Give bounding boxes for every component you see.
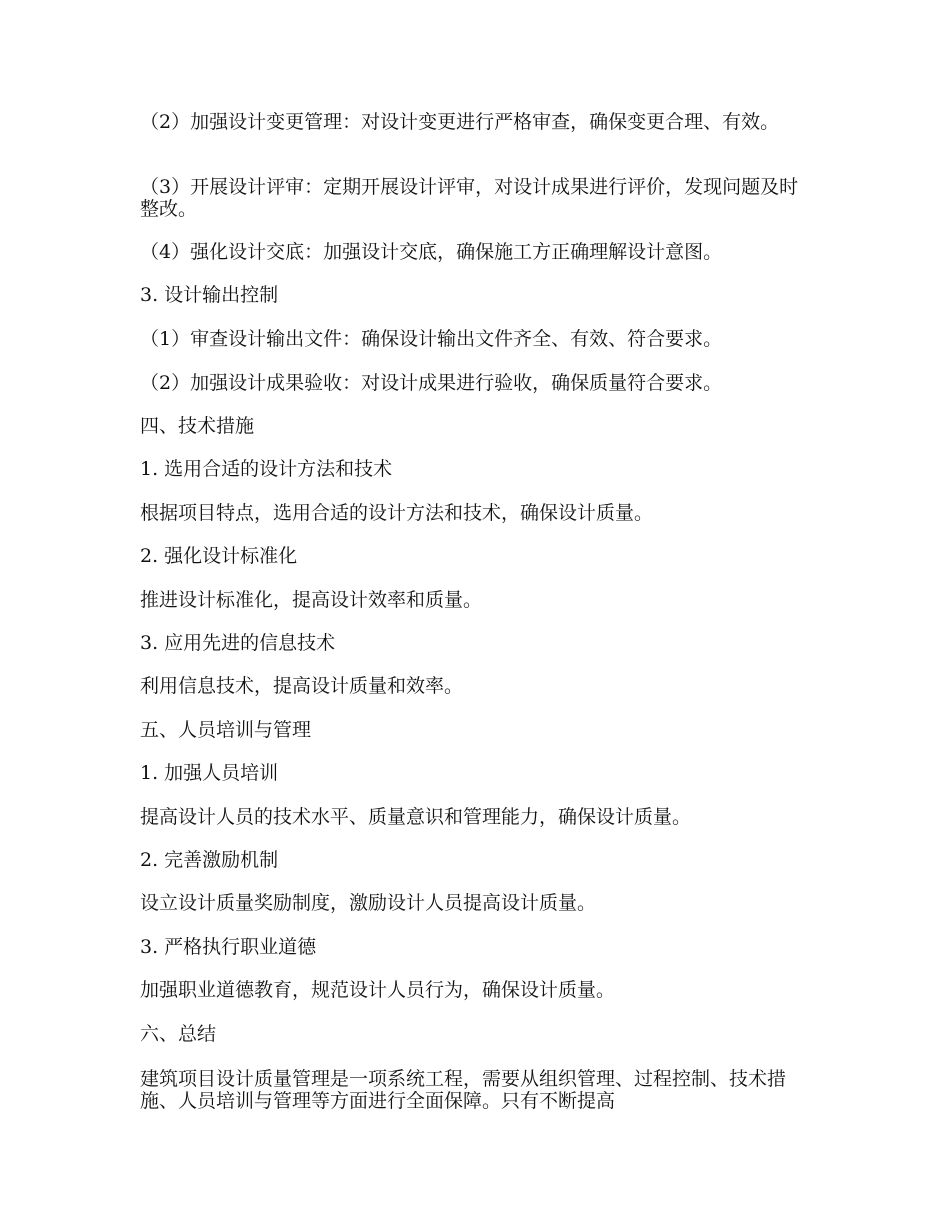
heading-incentive-mechanism: 2. 完善激励机制: [140, 849, 279, 871]
heading-information-technology: 3. 应用先进的信息技术: [140, 632, 336, 654]
heading-technical-measures: 四、技术措施: [140, 415, 255, 437]
paragraph-review-output-files: （1）审查设计输出文件：确保设计输出文件齐全、有效、符合要求。: [140, 328, 723, 350]
paragraph-professional-ethics: 加强职业道德教育，规范设计人员行为，确保设计质量。: [140, 979, 616, 1001]
paragraph-select-methods: 根据项目特点，选用合适的设计方法和技术，确保设计质量。: [140, 502, 654, 524]
paragraph-incentive-mechanism: 设立设计质量奖励制度，激励设计人员提高设计质量。: [140, 892, 597, 914]
paragraph-design-review: （3）开展设计评审：定期开展设计评审，对设计成果进行评价，发现问题及时整改。: [140, 176, 799, 220]
paragraph-design-disclosure: （4）强化设计交底：加强设计交底，确保施工方正确理解设计意图。: [140, 241, 723, 263]
heading-standardization: 2. 强化设计标准化: [140, 545, 298, 567]
heading-summary: 六、总结: [140, 1023, 217, 1045]
heading-strengthen-training: 1. 加强人员培训: [140, 762, 279, 784]
heading-personnel-training: 五、人员培训与管理: [140, 719, 312, 741]
paragraph-summary: 建筑项目设计质量管理是一项系统工程，需要从组织管理、过程控制、技术措施、人员培训与管理等方面进行全面保障。只有不断提高: [140, 1068, 787, 1112]
paragraph-strengthen-training: 提高设计人员的技术水平、质量意识和管理能力，确保设计质量。: [140, 806, 692, 828]
paragraph-acceptance-of-results: （2）加强设计成果验收：对设计成果进行验收，确保质量符合要求。: [140, 372, 723, 394]
paragraph-design-change-management: （2）加强设计变更管理：对设计变更进行严格审查，确保变更合理、有效。: [140, 111, 780, 133]
paragraph-standardization: 推进设计标准化，提高设计效率和质量。: [140, 589, 483, 611]
heading-design-output-control: 3. 设计输出控制: [140, 284, 279, 306]
paragraph-information-technology: 利用信息技术，提高设计质量和效率。: [140, 675, 464, 697]
heading-professional-ethics: 3. 严格执行职业道德: [140, 936, 317, 958]
heading-select-methods: 1. 选用合适的设计方法和技术: [140, 458, 393, 480]
